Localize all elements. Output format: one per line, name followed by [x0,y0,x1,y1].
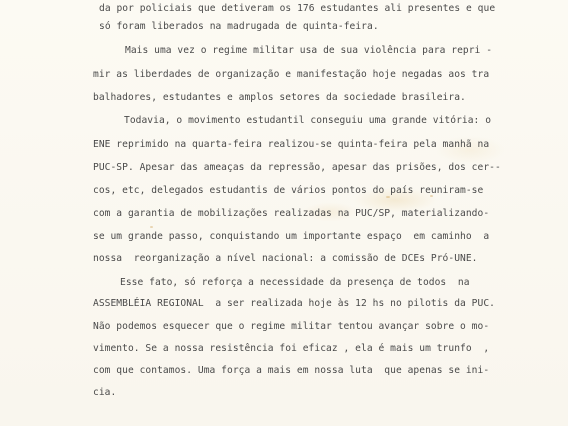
text-line: da por policiais que detiveram os 176 estudantes ali presentes e que [99,3,496,14]
text-line: ENE reprimido na quarta-feira realizou-se quinta-feira pela manhã na [93,139,490,150]
text-line: PUC-SP. Apesar das ameaças da repressão, apesar das prisões, dos cer-- [93,162,501,173]
text-line: vimento. Se a nossa resistência foi eficaz , ela é mais um trunfo , [93,343,490,354]
ink-stain [150,226,153,228]
text-line: balhadores, estudantes e amplos setores da sociedade brasileira. [93,92,466,103]
text-line: nossa reorganização a nível nacional: a comissão de DCEs Pró-UNE. [93,253,478,264]
text-line: se um grande passo, conquistando um importante espaço em caminho a [93,231,490,242]
text-line: com a garantia de mobilizações realizadas na PUC/SP, materializando- [93,208,490,219]
text-line: com que contamos. Uma força a mais em nossa luta que apenas se ini- [93,365,490,376]
text-line: cos, etc, delegados estudantis de vários pontos do país reuniram-se [93,185,484,196]
text-line: mir as liberdades de organização e manifestação hoje negadas aos tra [93,69,490,80]
text-line: Não podemos esquecer que o regime militar tentou avançar sobre o mo- [93,321,490,332]
text-line: ASSEMBLÉIA REGIONAL a ser realizada hoje às 12 hs no pilotis da PUC. [93,298,495,309]
text-line: Mais uma vez o regime militar usa de sua violência para repri - [125,45,493,56]
text-line: cia. [93,387,117,398]
text-line: só foram liberados na madrugada de quinta-feira. [99,21,379,32]
text-line: Esse fato, só reforça a necessidade da presença de todos na [120,277,470,288]
text-line: Todavia, o movimento estudantil conseguiu uma grande vitória: o [124,115,492,126]
